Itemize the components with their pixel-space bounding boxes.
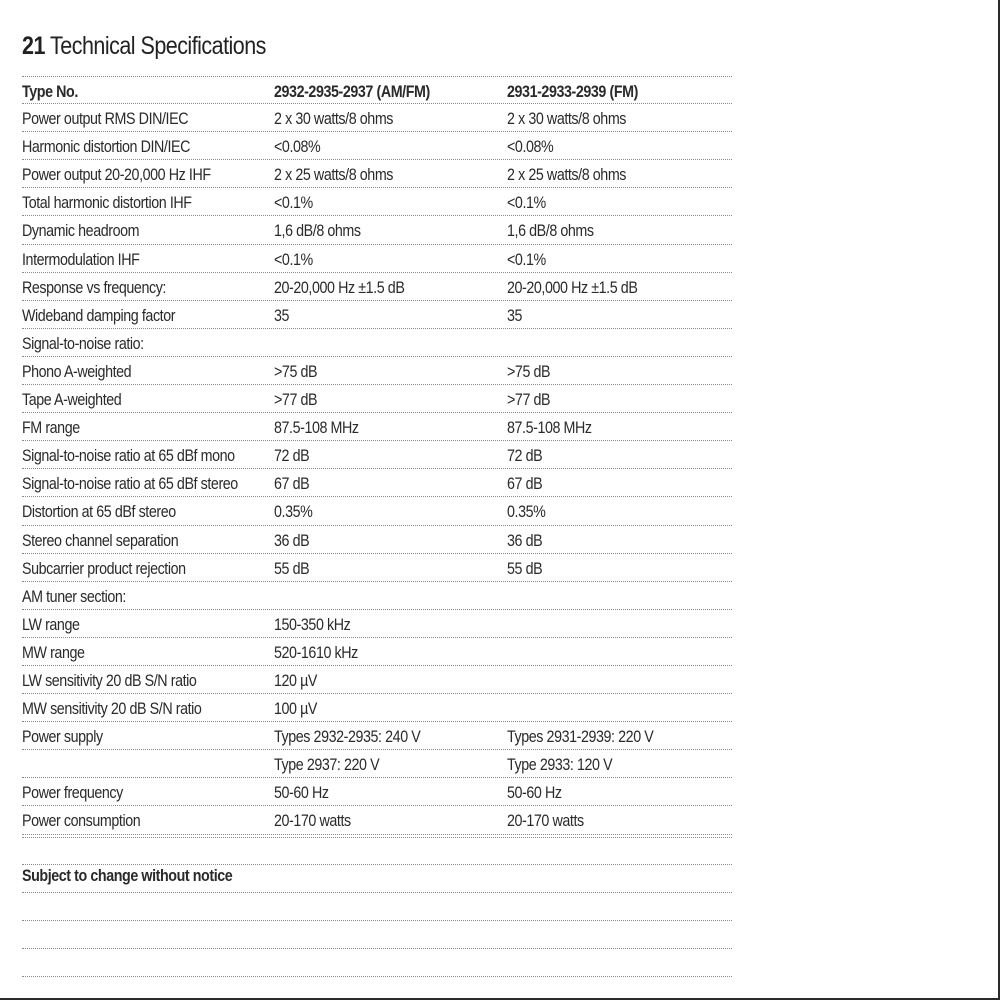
spec-label: Response vs frequency:: [22, 277, 166, 297]
divider: [22, 864, 732, 865]
spec-row: [22, 582, 732, 610]
spec-value-a: 36 dB: [274, 530, 310, 550]
divider: [22, 892, 732, 893]
spec-row: [22, 554, 732, 582]
spec-value-b: 36 dB: [507, 530, 543, 550]
spec-label: Distortion at 65 dBf stereo: [22, 502, 176, 522]
spec-label: FM range: [22, 418, 80, 438]
spec-label: LW range: [22, 614, 80, 634]
spec-label: Tape A-weighted: [22, 390, 122, 410]
spec-value-b: 87.5-108 MHz: [507, 418, 592, 438]
spec-label: Power consumption: [22, 811, 141, 831]
spec-row: [22, 216, 732, 244]
spec-label: MW sensitivity 20 dB S/N ratio: [22, 699, 202, 719]
spec-row: [22, 469, 732, 497]
spec-value-a: 20-170 watts: [274, 811, 351, 831]
spec-value-b: <0.1%: [507, 193, 546, 213]
page-title: Technical Specifications: [50, 32, 266, 60]
spec-value-a: 520-1610 kHz: [274, 642, 358, 662]
header-col-b: 2931-2933-2939 (FM): [507, 82, 638, 101]
spec-label: Signal-to-noise ratio at 65 dBf mono: [22, 446, 235, 466]
spec-value-a: <0.1%: [274, 249, 313, 269]
spec-label: Stereo channel separation: [22, 530, 179, 550]
spec-value-b: 1,6 dB/8 ohms: [507, 221, 594, 241]
spec-row: [22, 526, 732, 554]
spec-value-b: 55 dB: [507, 558, 543, 578]
spec-value-b: <0.08%: [507, 137, 554, 157]
spec-row: [22, 413, 732, 441]
spec-label: Subcarrier product rejection: [22, 558, 186, 578]
spec-label: MW range: [22, 642, 85, 662]
spec-label: Total harmonic distortion IHF: [22, 193, 192, 213]
spec-value-a: >77 dB: [274, 390, 318, 410]
spec-row: [22, 778, 732, 806]
spec-row: [22, 385, 732, 413]
spec-row: [22, 638, 732, 666]
spec-row: [22, 188, 732, 216]
spec-value-a: 120 µV: [274, 670, 318, 690]
spec-row: [22, 722, 732, 750]
spec-value-a: 2 x 30 watts/8 ohms: [274, 109, 394, 129]
divider: [22, 837, 732, 838]
spec-label: Power output RMS DIN/IEC: [22, 109, 189, 129]
divider: [22, 920, 732, 921]
spec-row: [22, 441, 732, 469]
change-notice: Subject to change without notice: [22, 866, 233, 885]
header-label: Type No.: [22, 82, 78, 101]
spec-label: Intermodulation IHF: [22, 249, 140, 269]
spec-value-a: <0.1%: [274, 193, 313, 213]
spec-row: [22, 610, 732, 638]
spec-value-b: 35: [507, 305, 523, 325]
spec-label: Wideband damping factor: [22, 305, 176, 325]
spec-value-a: 100 µV: [274, 699, 318, 719]
page-number: 21: [22, 32, 45, 60]
divider: [22, 948, 732, 949]
spec-value-a: <0.08%: [274, 137, 321, 157]
header-col-a: 2932-2935-2937 (AM/FM): [274, 82, 430, 101]
spec-value-a: Types 2932-2935: 240 V: [274, 727, 421, 747]
spec-value-a: 87.5-108 MHz: [274, 418, 359, 438]
spec-value-a: 67 dB: [274, 474, 310, 494]
spec-row: [22, 132, 732, 160]
spec-label: Power frequency: [22, 783, 123, 803]
spec-row: [22, 273, 732, 301]
spec-value-b: 2 x 25 watts/8 ohms: [507, 165, 627, 185]
page-heading: [22, 32, 266, 61]
spec-value-b: >77 dB: [507, 390, 551, 410]
spec-value-b: 20-170 watts: [507, 811, 584, 831]
spec-value-b: 72 dB: [507, 446, 543, 466]
spec-row: [22, 301, 732, 329]
spec-value-a: 50-60 Hz: [274, 783, 329, 803]
spec-value-a: 35: [274, 305, 290, 325]
spec-row: [22, 245, 732, 273]
spec-row: [22, 357, 732, 385]
spec-value-b: 50-60 Hz: [507, 783, 562, 803]
spec-label: Signal-to-noise ratio at 65 dBf stereo: [22, 474, 238, 494]
spec-value-b: <0.1%: [507, 249, 546, 269]
spec-label: Harmonic distortion DIN/IEC: [22, 137, 191, 157]
spec-value-a: 72 dB: [274, 446, 310, 466]
spec-value-b: 67 dB: [507, 474, 543, 494]
spec-row: [22, 666, 732, 694]
spec-value-a: 2 x 25 watts/8 ohms: [274, 165, 394, 185]
spec-value-b: 20-20,000 Hz ±1.5 dB: [507, 277, 638, 297]
spec-value-b: 0.35%: [507, 502, 546, 522]
spec-row: [22, 806, 732, 834]
spec-label: Power output 20-20,000 Hz IHF: [22, 165, 211, 185]
spec-value-b: Types 2931-2939: 220 V: [507, 727, 654, 747]
spec-row: [22, 497, 732, 525]
spec-value-a: Type 2937: 220 V: [274, 755, 380, 775]
spec-label: Power supply: [22, 727, 103, 747]
spec-row: [22, 160, 732, 188]
spec-row: [22, 329, 732, 357]
spec-value-a: 20-20,000 Hz ±1.5 dB: [274, 277, 405, 297]
spec-label: Signal-to-noise ratio:: [22, 333, 144, 353]
spec-label: Dynamic headroom: [22, 221, 140, 241]
spec-value-a: 1,6 dB/8 ohms: [274, 221, 361, 241]
spec-table: [22, 76, 732, 835]
spec-value-a: 55 dB: [274, 558, 310, 578]
spec-row: [22, 694, 732, 722]
spec-value-b: >75 dB: [507, 361, 551, 381]
spec-label: Phono A-weighted: [22, 361, 132, 381]
spec-row: [22, 750, 732, 778]
spec-row: [22, 104, 732, 132]
spec-value-b: 2 x 30 watts/8 ohms: [507, 109, 627, 129]
spec-label: AM tuner section:: [22, 586, 126, 606]
spec-label: LW sensitivity 20 dB S/N ratio: [22, 670, 197, 690]
spec-value-a: 150-350 kHz: [274, 614, 351, 634]
spec-value-b: Type 2933: 120 V: [507, 755, 613, 775]
divider: [22, 976, 732, 977]
spec-table-header: [22, 76, 732, 104]
spec-value-a: 0.35%: [274, 502, 313, 522]
spec-value-a: >75 dB: [274, 361, 318, 381]
